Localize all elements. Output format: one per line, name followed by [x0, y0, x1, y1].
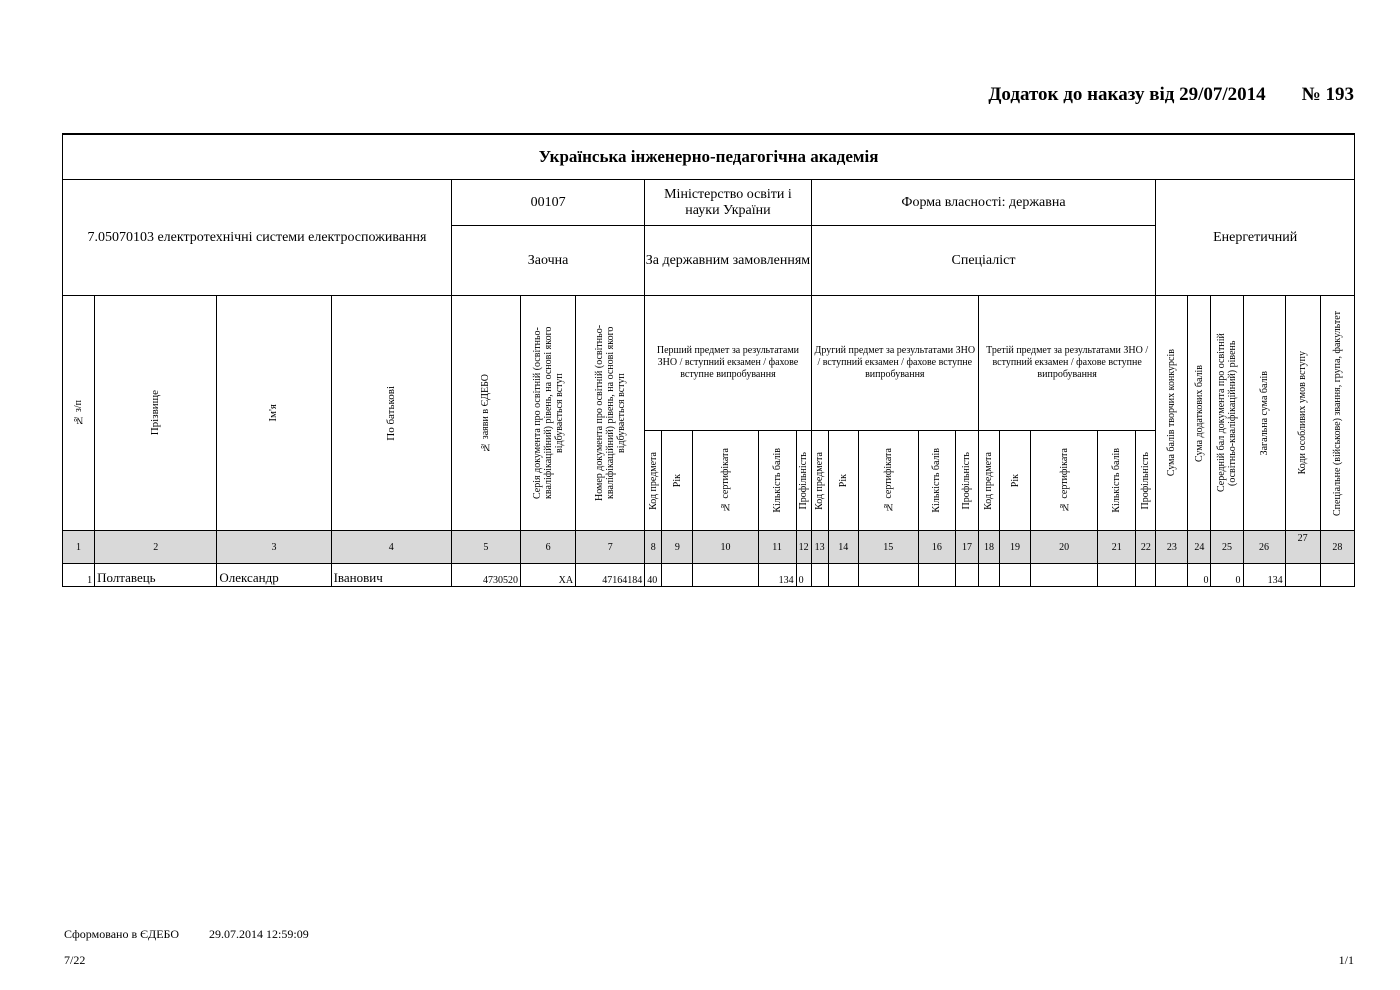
s1-profile-header: Профільність — [796, 431, 811, 531]
colnum: 18 — [978, 531, 999, 564]
col-header-surname: Прізвище — [95, 296, 217, 531]
row-num: 1 — [63, 564, 95, 587]
colnum: 4 — [331, 531, 451, 564]
row-cell-empty — [1000, 564, 1031, 587]
row-s1-code: 40 — [645, 564, 662, 587]
ministry-cell: Міністерство освіти і науки України — [645, 180, 811, 226]
funding-cell: За державним замовленням — [645, 226, 811, 296]
row-patronymic: Іванович — [331, 564, 451, 587]
row-surname: Полтавець — [95, 564, 217, 587]
colnum: 6 — [521, 531, 576, 564]
row-cell-empty — [1320, 564, 1354, 587]
s3-profile-header: Профільність — [1136, 431, 1156, 531]
s3-year-header: Рік — [1000, 431, 1031, 531]
row-cell-empty — [955, 564, 978, 587]
col-header-subject1: Перший предмет за результатами ЗНО / вступний екзамен / фахове вступне випробування — [645, 296, 811, 431]
col-header-extra-sum: Сума додаткових балів — [1188, 296, 1211, 531]
col-header-special-codes: Коди особливих умов вступу — [1285, 296, 1320, 531]
row-s1-profile: 0 — [796, 564, 811, 587]
page-number: 1/1 — [1338, 953, 1354, 967]
row-cell-empty — [1031, 564, 1098, 587]
row-total: 134 — [1243, 564, 1285, 587]
colnum: 3 — [217, 531, 331, 564]
row-s1-year — [662, 564, 693, 587]
s1-cert-header: № сертифіката — [693, 431, 758, 531]
col-header-military: Спеціальне (військове) звання, група, факультет — [1320, 296, 1354, 531]
row-cell-empty — [1156, 564, 1188, 587]
col-header-creative-sum: Сума балів творчих конкурсів — [1156, 296, 1188, 531]
row-s1-cert — [693, 564, 758, 587]
table-row — [63, 564, 1355, 587]
s1-year-header: Рік — [662, 431, 693, 531]
generated-datetime: 29.07.2014 12:59:09 — [209, 927, 309, 941]
col-header-name: Ім'я — [217, 296, 331, 531]
s2-profile-header: Профільність — [955, 431, 978, 531]
col-header-doc-number: Номер документа про освітній (освітньо-кваліфікаційний) рівень, на основі якого відбувається вступ — [576, 296, 645, 531]
colnum: 1 — [63, 531, 95, 564]
col-header-subject3: Третій предмет за результатами ЗНО / вступний екзамен / фахове вступне випробування — [978, 296, 1155, 431]
colnum: 25 — [1211, 531, 1243, 564]
row-cell-empty — [828, 564, 858, 587]
generated-label: Сформовано в ЄДЕБО — [64, 927, 180, 941]
row-cell-empty — [1136, 564, 1156, 587]
colnum: 21 — [1098, 531, 1136, 564]
row-doc-series: ХА — [521, 564, 576, 587]
order-header — [988, 84, 1354, 106]
colnum: 20 — [1031, 531, 1098, 564]
degree-cell: Спеціаліст — [811, 226, 1156, 296]
code-cell: 00107 — [451, 180, 644, 226]
row-cell-empty — [1098, 564, 1136, 587]
doc-page: 7/22 — [64, 953, 86, 967]
s3-cert-header: № сертифіката — [1031, 431, 1098, 531]
s2-year-header: Рік — [828, 431, 858, 531]
s2-code-header: Код предмета — [811, 431, 828, 531]
colnum: 26 — [1243, 531, 1285, 564]
col-header-num: № з/п — [63, 296, 95, 531]
s3-code-header: Код предмета — [978, 431, 999, 531]
admission-table — [62, 133, 1355, 587]
column-number-row — [63, 531, 1355, 564]
col-header-doc-series: Серія документа про освітній (освітньо-кваліфікаційний) рівень, на основі якого відбувається вступ — [521, 296, 576, 531]
colnum: 9 — [662, 531, 693, 564]
specialty-cell: 7.05070103 електротехнічні системи електроспоживання — [63, 180, 452, 296]
footer-generated — [64, 927, 309, 942]
row-avg-doc: 0 — [1211, 564, 1243, 587]
colnum: 5 — [451, 531, 520, 564]
colnum: 12 — [796, 531, 811, 564]
colnum: 19 — [1000, 531, 1031, 564]
row-name: Олександр — [217, 564, 331, 587]
row-cell-empty — [1285, 564, 1320, 587]
colnum: 27 — [1285, 531, 1320, 564]
colnum: 16 — [918, 531, 955, 564]
s3-score-header: Кількість балів — [1098, 431, 1136, 531]
colnum: 13 — [811, 531, 828, 564]
s2-cert-header: № сертифіката — [858, 431, 918, 531]
col-header-subject2: Другий предмет за результатами ЗНО / вступний екзамен / фахове вступне випробування — [811, 296, 978, 431]
col-header-avg-doc: Середній бал документа про освітній (освітньо-кваліфікаційний) рівень — [1211, 296, 1243, 531]
row-s1-score: 134 — [758, 564, 796, 587]
s1-score-header: Кількість балів — [758, 431, 796, 531]
row-cell-empty — [918, 564, 955, 587]
ownership-cell: Форма власності: державна — [811, 180, 1156, 226]
col-header-app-no: № заяви в ЄДЕБО — [451, 296, 520, 531]
faculty-cell: Енергетичний — [1156, 180, 1355, 296]
row-cell-empty — [811, 564, 828, 587]
col-header-total: Загальна сума балів — [1243, 296, 1285, 531]
row-cell-empty — [858, 564, 918, 587]
row-app-no: 4730520 — [451, 564, 520, 587]
row-cell-empty — [978, 564, 999, 587]
order-label: Додаток до наказу від 29/07/2014 — [988, 84, 1266, 105]
s1-code-header: Код предмета — [645, 431, 662, 531]
colnum: 7 — [576, 531, 645, 564]
s2-score-header: Кількість балів — [918, 431, 955, 531]
colnum: 8 — [645, 531, 662, 564]
institution-title: Українська інженерно-педагогічна академія — [63, 134, 1355, 180]
colnum: 17 — [955, 531, 978, 564]
colnum: 24 — [1188, 531, 1211, 564]
col-header-patronymic: По батькові — [331, 296, 451, 531]
study-form-cell: Заочна — [451, 226, 644, 296]
colnum: 2 — [95, 531, 217, 564]
colnum: 14 — [828, 531, 858, 564]
colnum: 10 — [693, 531, 758, 564]
colnum: 11 — [758, 531, 796, 564]
colnum: 23 — [1156, 531, 1188, 564]
row-doc-number: 47164184 — [576, 564, 645, 587]
colnum: 28 — [1320, 531, 1354, 564]
row-extra-sum: 0 — [1188, 564, 1211, 587]
order-number: № 193 — [1301, 84, 1354, 105]
colnum: 15 — [858, 531, 918, 564]
colnum: 22 — [1136, 531, 1156, 564]
